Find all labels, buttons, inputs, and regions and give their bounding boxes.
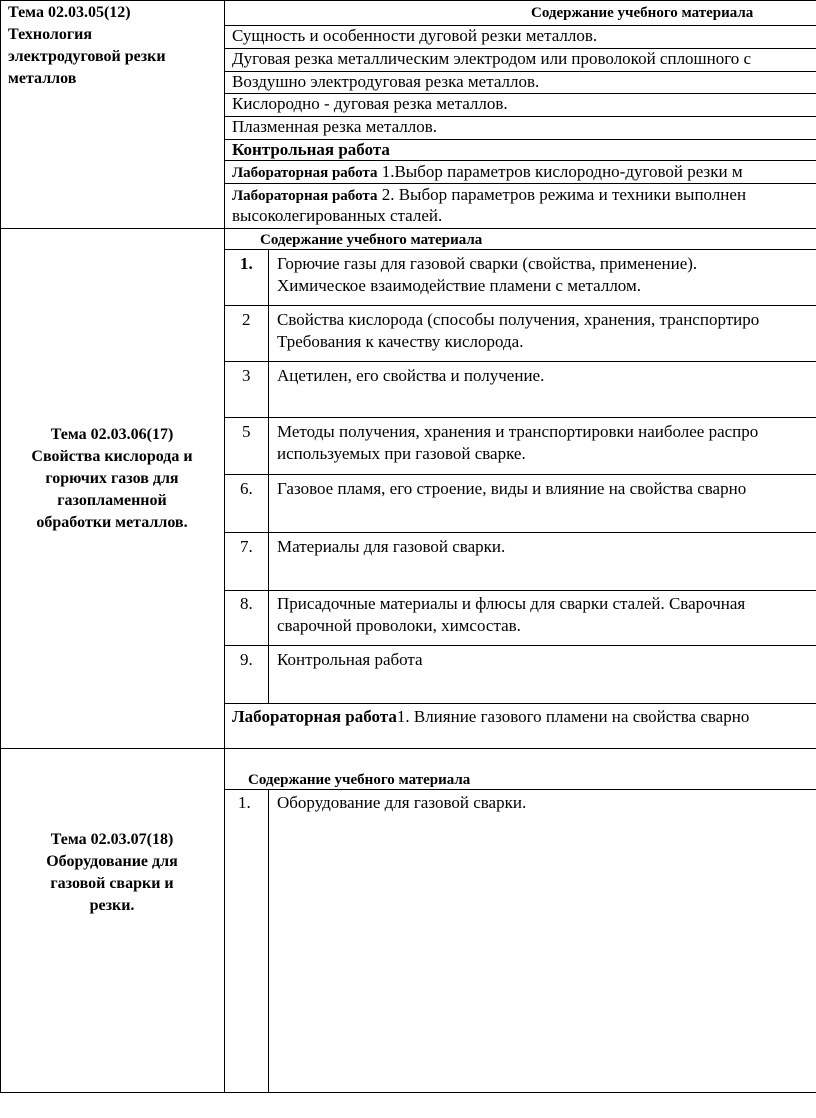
section-header: Содержание учебного материала [531, 5, 754, 21]
item-number: 1. [240, 254, 253, 273]
item-text: Свойства кислорода (способы получения, хранения, транспортиро [277, 310, 760, 329]
content-row: Плазменная резка металлов. [232, 117, 438, 136]
table-border-left [0, 0, 1, 1092]
lab-work-text: 2. Выбор параметров режима и техники выполнен [377, 185, 747, 204]
item-number: 7. [240, 537, 253, 556]
item-text: Оборудование для газовой сварки. [277, 793, 527, 812]
item-text: сварочной проволоки, химсостав. [277, 616, 521, 635]
column-divider [224, 0, 225, 1092]
topic-title-1: Тема 02.03.05(12) Технология электродуговой резки металлов [8, 4, 166, 87]
item-number: 2 [242, 310, 251, 329]
item-text: Горючие газы для газовой сварки (свойства, применение). [277, 254, 698, 273]
lab-work-label: Лабораторная работа [232, 165, 378, 181]
table-border-bottom [0, 1092, 816, 1093]
lab-work-text-continued: высоколегированных сталей. [232, 206, 443, 225]
content-row: Сущность и особенности дуговой резки металлов. [232, 26, 598, 45]
topic-title-2: Тема 02.03.06(17) Свойства кислорода и горючих газов для газопламенной обработки металлов. [31, 426, 193, 531]
item-text: используемых при газовой сварке. [277, 444, 526, 463]
item-number: 5 [242, 422, 251, 441]
lab-work-row [232, 184, 746, 206]
lab-work-text: 1. Влияние газового пламени на свойства сварно [396, 707, 750, 726]
item-number: 6. [240, 479, 253, 498]
item-number: 8. [240, 594, 253, 613]
lab-work-label: Лабораторная работа [232, 188, 378, 204]
lab-work-row [232, 161, 743, 183]
item-text: Газовое пламя, его строение, виды и влияние на свойства сварно [277, 479, 747, 498]
topic-title-3: Тема 02.03.07(18) Оборудование для газовой сварки и резки. [46, 831, 178, 914]
content-row: Кислородно - дуговая резка металлов. [232, 94, 508, 113]
section-header: Содержание учебного материала [248, 772, 471, 788]
item-text: Ацетилен, его свойства и получение. [277, 366, 545, 385]
content-row: Воздушно электродуговая резка металлов. [232, 72, 540, 91]
item-number: 1. [238, 793, 251, 812]
lab-work-row [232, 706, 749, 728]
content-row: Дуговая резка металлическим электродом или проволокой сплошного с [232, 49, 752, 68]
lab-work-text: 1.Выбор параметров кислородно-дуговой резки м [377, 162, 743, 181]
control-work-label: Контрольная работа [232, 140, 390, 159]
section-header: Содержание учебного материала [260, 232, 483, 248]
item-text: Химическое взаимодействие пламени с металлом. [277, 276, 641, 295]
item-text: Присадочные материалы и флюсы для сварки сталей. Сварочная [277, 594, 746, 613]
item-number: 3 [242, 366, 251, 385]
item-number: 9. [240, 650, 253, 669]
item-text: Контрольная работа [277, 650, 423, 669]
item-text: Методы получения, хранения и транспортировки наиболее распро [277, 422, 759, 441]
item-text: Требования к качеству кислорода. [277, 332, 524, 351]
item-text: Материалы для газовой сварки. [277, 537, 506, 556]
table-border-top [0, 0, 816, 1]
lab-work-label: Лабораторная работа [232, 707, 397, 726]
